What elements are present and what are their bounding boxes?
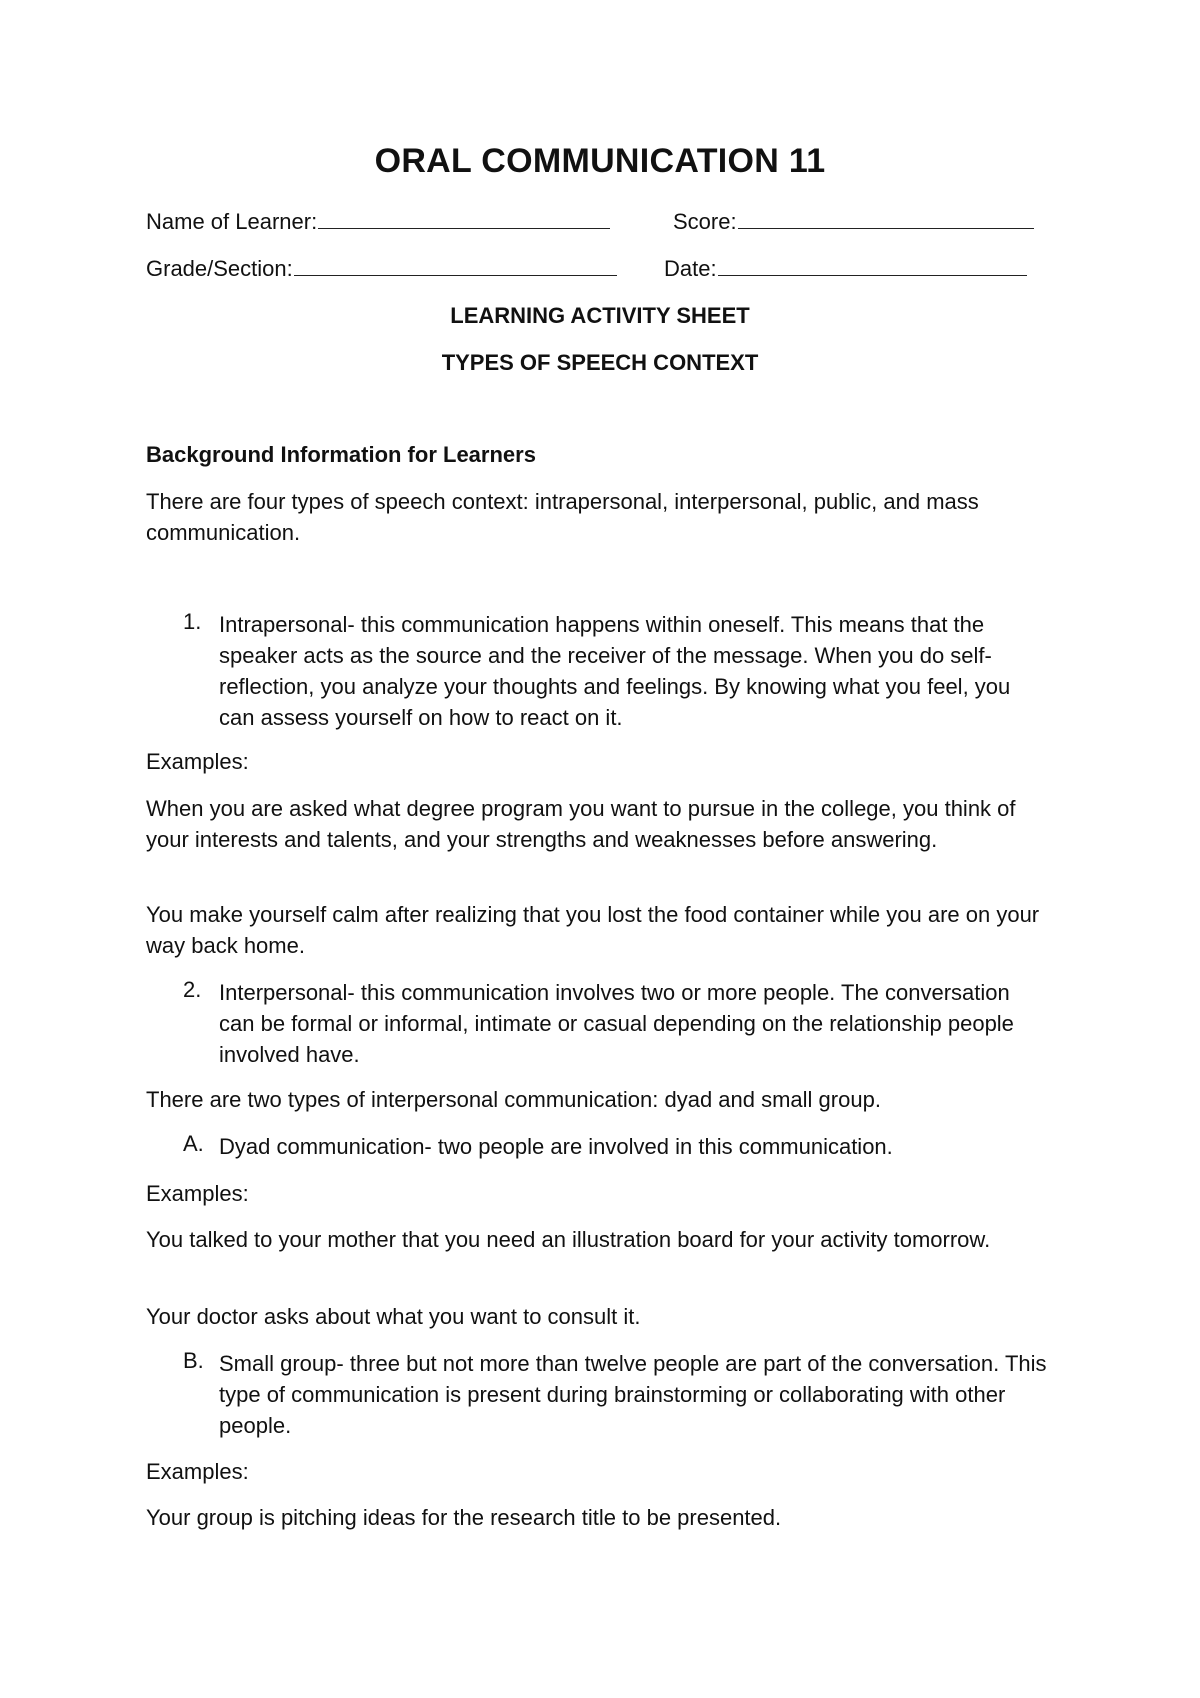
intro-paragraph: There are four types of speech context: intrapersonal, interpersonal, public, and mass communication. — [146, 489, 979, 545]
document-title: ORAL COMMUNICATION 11 — [374, 142, 826, 180]
intrapersonal-item: Intrapersonal- this communication happens within oneself. This means that the speaker acts as the source and the receiver of the message. When you do self- reflection, you analyze your thoughts and feelings. By knowing what you feel, you can assess yourself on how to react on it. — [219, 612, 1011, 730]
examples-label-2: Examples: — [146, 1181, 249, 1206]
sheet-title: LEARNING ACTIVITY SHEET — [450, 303, 750, 328]
example-2a: You talked to your mother that you need an illustration board for your activity tomorrow. — [146, 1227, 991, 1252]
list-marker-2: 2. — [183, 977, 202, 1002]
name-of-learner-field — [146, 208, 610, 235]
date-field — [664, 255, 1027, 282]
interpersonal-item: Interpersonal- this communication involves two or more people. The conversation can be formal or informal, intimate or casual depending on the relationship people involved have. — [219, 980, 1014, 1067]
dyad-item: Dyad communication- two people are involved in this communication. — [219, 1134, 893, 1159]
small-group-item: Small group- three but not more than twelve people are part of the conversation. This type of communication is present during brainstorming or collaborating with other people. — [219, 1351, 1047, 1438]
topic-title: TYPES OF SPEECH CONTEXT — [441, 350, 759, 375]
date-label: Date: — [664, 256, 717, 281]
examples-label-1: Examples: — [146, 749, 249, 774]
interpersonal-types: There are two types of interpersonal communication: dyad and small group. — [146, 1087, 881, 1112]
example-3a: Your group is pitching ideas for the research title to be presented. — [146, 1505, 782, 1530]
date-blank-line — [718, 255, 1027, 276]
score-field — [673, 208, 1034, 235]
examples-label-3: Examples: — [146, 1459, 249, 1484]
grade-section-label: Grade/Section: — [146, 256, 293, 281]
example-1a: When you are asked what degree program you want to pursue in the college, you think of your interests and talents, and your strengths and weaknesses before answering. — [146, 796, 1016, 852]
example-2b: Your doctor asks about what you want to consult it. — [146, 1304, 641, 1329]
list-marker-b: B. — [183, 1348, 204, 1373]
score-label: Score: — [673, 209, 737, 234]
grade-blank-line — [294, 255, 617, 276]
list-marker-a: A. — [183, 1131, 204, 1156]
grade-section-field — [146, 255, 617, 282]
score-blank-line — [738, 208, 1034, 229]
example-1b: You make yourself calm after realizing that you lost the food container while you are on your way back home. — [146, 902, 1040, 958]
name-blank-line — [318, 208, 610, 229]
name-of-learner-label: Name of Learner: — [146, 209, 318, 234]
list-marker-1: 1. — [183, 609, 202, 634]
background-heading: Background Information for Learners — [146, 442, 536, 467]
